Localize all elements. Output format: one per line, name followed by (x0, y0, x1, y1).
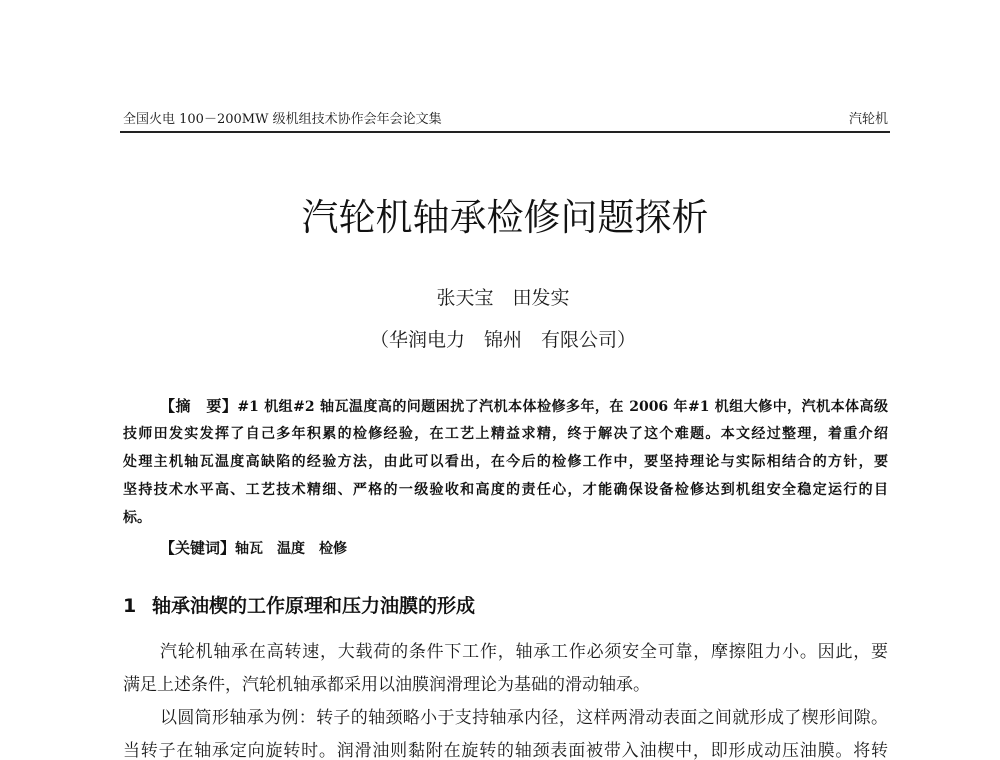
body-text (123, 636, 888, 760)
abstract-line: 技师田发实发挥了自己多年积累的检修经验，在工艺上精益求精，终于解决了这个难题。本文经过整理，着重介绍 (123, 426, 888, 442)
running-header-section: 汽轮机 (848, 112, 888, 127)
paragraph-line: 以圆筒形轴承为例：转子的轴颈略小于支持轴承内径，这样两滑动表面之间就形成了楔形间隙。 (160, 708, 888, 728)
abstract-label: 【摘 要】 (160, 397, 238, 415)
abstract-line: 处理主机轴瓦温度高缺陷的经验方法，由此可以看出，在今后的检修工作中，要坚持理论与实际相结合的方针，要 (123, 454, 888, 470)
paper-affiliation: （华润电力 锦州 有限公司） (369, 329, 636, 351)
paragraph-line: 当转子在轴承定向旋转时。润滑油则黏附在旋转的轴颈表面被带入油楔中，即形成动压油膜。将转 (123, 741, 888, 760)
paper-authors: 张天宝 田发实 (436, 287, 570, 309)
paper-title: 汽轮机轴承检修问题探析 (301, 196, 709, 239)
abstract-line (123, 392, 888, 420)
abstract (123, 392, 888, 532)
section-number: 1 (123, 595, 137, 617)
abstract-line: 坚持技术水平高、工艺技术精细、严格的一级验收和高度的责任心，才能确保设备检修达到机组安全稳定运行的目 (123, 482, 888, 498)
section-heading: 轴承油楔的工作原理和压力油膜的形成 (152, 595, 476, 617)
running-header-proceedings: 全国火电 100－200MW 级机组技术协作会年会论文集 (123, 112, 442, 127)
paragraph-line: 汽轮机轴承在高转速，大载荷的条件下工作，轴承工作必须安全可靠，摩擦阻力小。因此，要 (160, 642, 888, 662)
abstract-line: 标。 (123, 510, 151, 526)
header-rule (120, 131, 890, 133)
keywords-label: 【关键词】 (160, 539, 236, 557)
keywords-text: 轴瓦 温度 检修 (235, 541, 348, 557)
paragraph-line: 满足上述条件，汽轮机轴承都采用以油膜润滑理论为基础的滑动轴承。 (123, 675, 650, 695)
keywords (160, 534, 347, 563)
abstract-line-text: #1 机组#2 轴瓦温度高的问题困扰了汽机本体检修多年，在 2006 年#1 机组大修中，汽机本体高级 (237, 399, 888, 415)
